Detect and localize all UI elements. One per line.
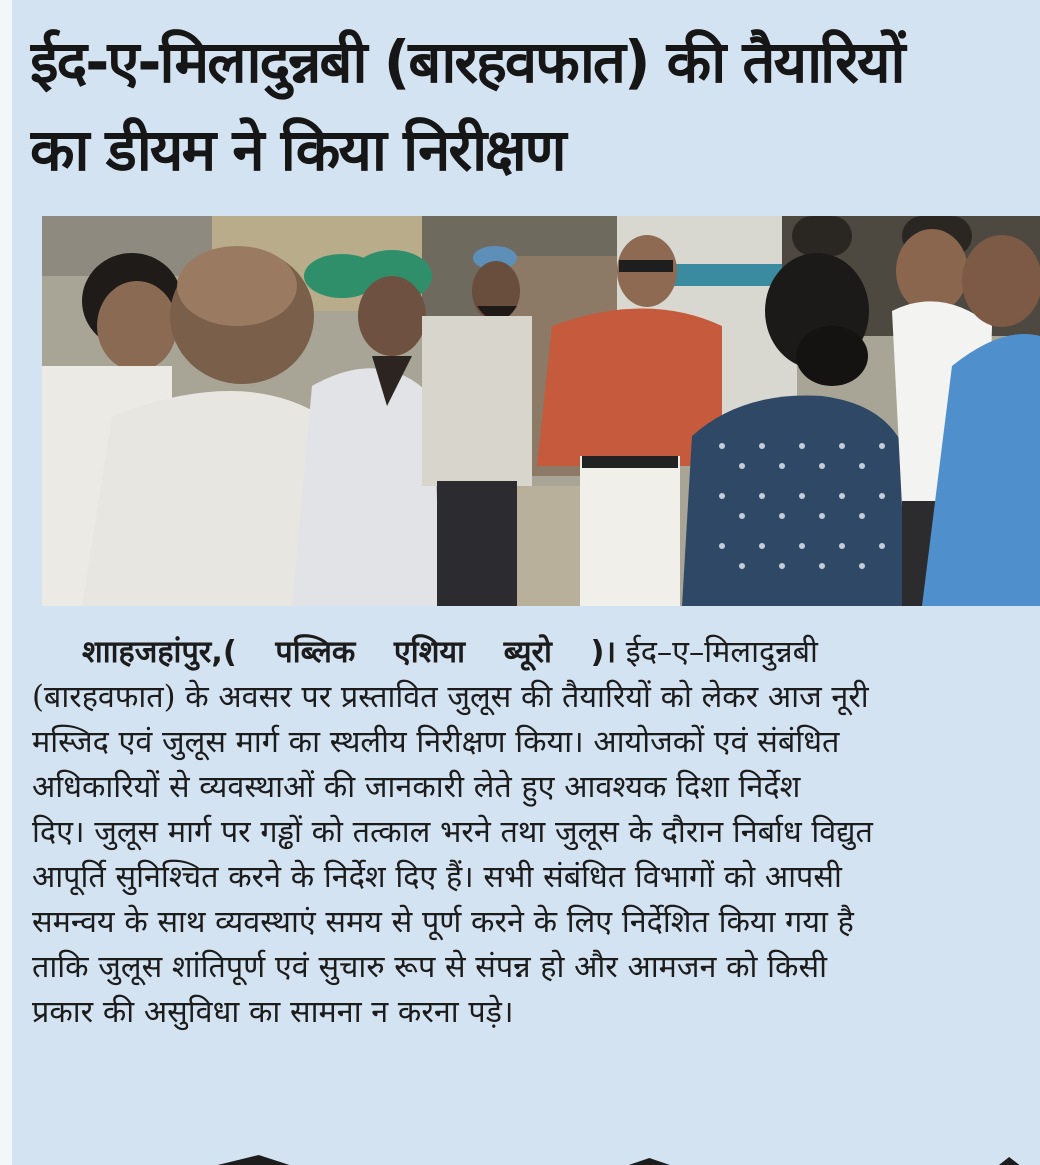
news-photo (42, 216, 1040, 606)
body-line-3: मस्जिद एवं जुलूस मार्ग का स्थलीय निरीक्षण किया। आयोजकों एवं संबंधित (32, 725, 840, 760)
dateline: शााहजहांपुर,( पब्लिक एशिया ब्यूरो )। (82, 635, 617, 670)
article-headline (30, 18, 1040, 194)
body-line-5: दिए। जुलूस मार्ग पर गड्ढों को तत्काल भरने तथा जुलूस के दौरान निर्बाध विद्युत (32, 815, 873, 850)
body-line-6: आपूर्ति सुनिश्चित करने के निर्देश दिए हैं। सभी संबंधित विभागों को आपसी (32, 860, 842, 895)
body-line-2: (बारहवफात) के अवसर पर प्रस्तावित जुलूस की तैयारियों को लेकर आज नूरी (32, 680, 869, 715)
body-line-1-text: ईद–ए–मिलादुन्नबी (616, 635, 818, 670)
page-edge (0, 0, 12, 1165)
body-line-4: अधिकारियों से व्यवस्थाओं की जानकारी लेते हुए आवश्यक दिशा निर्देश (32, 770, 801, 805)
next-headline-cutoff (12, 1155, 1040, 1165)
article-body (32, 630, 1040, 1035)
headline-line-2: का डीयम ने किया निरीक्षण (30, 116, 565, 184)
body-line-7: समन्वय के साथ व्यवस्थाएं समय से पूर्ण करने के लिए निर्देशित किया गया है (32, 905, 854, 940)
body-line-8: ताकि जुलूस शांतिपूर्ण एवं सुचारु रूप से संपन्न हो और आमजन को किसी (32, 950, 827, 985)
body-line-9: प्रकार की असुविधा का सामना न करना पड़े। (32, 995, 514, 1030)
headline-line-1: ईद-ए-मिलादुन्नबी (बारहवफात) की तैयारियों (30, 28, 904, 96)
body-line-1 (32, 630, 1040, 675)
